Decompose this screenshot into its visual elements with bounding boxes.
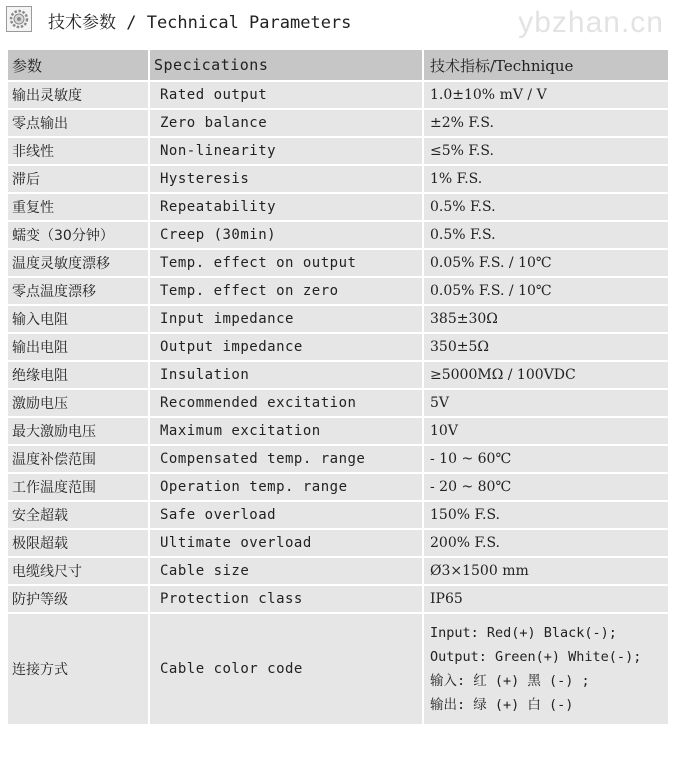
- param-cell: 温度灵敏度漂移: [7, 249, 149, 277]
- param-cell: 滞后: [7, 165, 149, 193]
- table-row: [7, 585, 669, 613]
- value-cell: 385±30Ω: [423, 305, 669, 333]
- gear-icon: [6, 6, 32, 32]
- value-cell: ≥5000MΩ / 100VDC: [423, 361, 669, 389]
- spec-cell: Ultimate overload: [149, 529, 423, 557]
- table-row: [7, 277, 669, 305]
- cable-color-line: Output: Green(+) White(-);: [430, 649, 642, 665]
- table-body: [7, 49, 669, 725]
- param-cell: 输出灵敏度: [7, 81, 149, 109]
- spec-cell: Insulation: [149, 361, 423, 389]
- table-row: [7, 193, 669, 221]
- value-cell: 1.0±10% mV / V: [423, 81, 669, 109]
- table-row: [7, 613, 669, 725]
- param-cell: 极限超载: [7, 529, 149, 557]
- header: [0, 0, 674, 40]
- cable-color-line: 输出: 绿 (+) 白 (-): [430, 697, 574, 713]
- spec-cell: Cable size: [149, 557, 423, 585]
- param-cell: 最大激励电压: [7, 417, 149, 445]
- value-cell: - 20 ~ 80℃: [423, 473, 669, 501]
- table-row: [7, 361, 669, 389]
- value-cell: ±2% F.S.: [423, 109, 669, 137]
- param-cell: 输入电阻: [7, 305, 149, 333]
- spec-cell: Creep (30min): [149, 221, 423, 249]
- param-cell: 绝缘电阻: [7, 361, 149, 389]
- table-row: [7, 445, 669, 473]
- table-row: [7, 389, 669, 417]
- table-row: [7, 305, 669, 333]
- value-cell: IP65: [423, 585, 669, 613]
- param-cell: 非线性: [7, 137, 149, 165]
- table-row: [7, 137, 669, 165]
- spec-cell: Recommended excitation: [149, 389, 423, 417]
- spec-cell: Operation temp. range: [149, 473, 423, 501]
- table-row: [7, 165, 669, 193]
- table-row: [7, 249, 669, 277]
- spec-cell: Temp. effect on zero: [149, 277, 423, 305]
- watermark: ybzhan.cn: [518, 6, 664, 39]
- table-row: [7, 501, 669, 529]
- param-cell: 零点输出: [7, 109, 149, 137]
- column-header-spec: Specications: [149, 49, 423, 81]
- param-cell: 连接方式: [7, 613, 149, 725]
- param-cell: 重复性: [7, 193, 149, 221]
- page-title: 技术参数 / Technical Parameters: [48, 13, 352, 33]
- spec-cell: Rated output: [149, 81, 423, 109]
- value-cell: 0.5% F.S.: [423, 221, 669, 249]
- value-cell: 150% F.S.: [423, 501, 669, 529]
- spec-cell: Input impedance: [149, 305, 423, 333]
- spec-cell: Non-linearity: [149, 137, 423, 165]
- spec-cell: Safe overload: [149, 501, 423, 529]
- table-row: [7, 557, 669, 585]
- value-cell: Ø3×1500 mm: [423, 557, 669, 585]
- parameters-table: [6, 48, 670, 726]
- value-cell: - 10 ~ 60℃: [423, 445, 669, 473]
- spec-cell: Maximum excitation: [149, 417, 423, 445]
- param-cell: 输出电阻: [7, 333, 149, 361]
- param-cell: 激励电压: [7, 389, 149, 417]
- spec-cell: Repeatability: [149, 193, 423, 221]
- value-cell: ≤5% F.S.: [423, 137, 669, 165]
- value-cell: 10V: [423, 417, 669, 445]
- spec-cell: Hysteresis: [149, 165, 423, 193]
- param-cell: 防护等级: [7, 585, 149, 613]
- table-row: [7, 109, 669, 137]
- param-cell: 蠕变（30分钟）: [7, 221, 149, 249]
- spec-cell: Temp. effect on output: [149, 249, 423, 277]
- param-cell: 安全超载: [7, 501, 149, 529]
- value-cell: 0.5% F.S.: [423, 193, 669, 221]
- param-cell: 温度补偿范围: [7, 445, 149, 473]
- spec-cell: Zero balance: [149, 109, 423, 137]
- table-row: [7, 529, 669, 557]
- param-cell: 工作温度范围: [7, 473, 149, 501]
- column-header-value: 技术指标/Technique: [423, 49, 669, 81]
- table-row: [7, 417, 669, 445]
- table-row: [7, 333, 669, 361]
- spec-cell: Cable color code: [149, 613, 423, 725]
- spec-cell: Output impedance: [149, 333, 423, 361]
- spec-cell: Compensated temp. range: [149, 445, 423, 473]
- cable-color-line: 输入: 红 (+) 黑 (-) ;: [430, 673, 590, 689]
- table-header-row: [7, 49, 669, 81]
- value-cell: [423, 613, 669, 725]
- value-cell: 0.05% F.S. / 10℃: [423, 277, 669, 305]
- column-header-param: 参数: [7, 49, 149, 81]
- value-cell: 0.05% F.S. / 10℃: [423, 249, 669, 277]
- param-cell: 零点温度漂移: [7, 277, 149, 305]
- cable-color-line: Input: Red(+) Black(-);: [430, 625, 617, 641]
- value-cell: 350±5Ω: [423, 333, 669, 361]
- table-row: [7, 473, 669, 501]
- param-cell: 电缆线尺寸: [7, 557, 149, 585]
- value-cell: 200% F.S.: [423, 529, 669, 557]
- value-cell: 1% F.S.: [423, 165, 669, 193]
- table-row: [7, 81, 669, 109]
- value-cell: 5V: [423, 389, 669, 417]
- table-row: [7, 221, 669, 249]
- spec-cell: Protection class: [149, 585, 423, 613]
